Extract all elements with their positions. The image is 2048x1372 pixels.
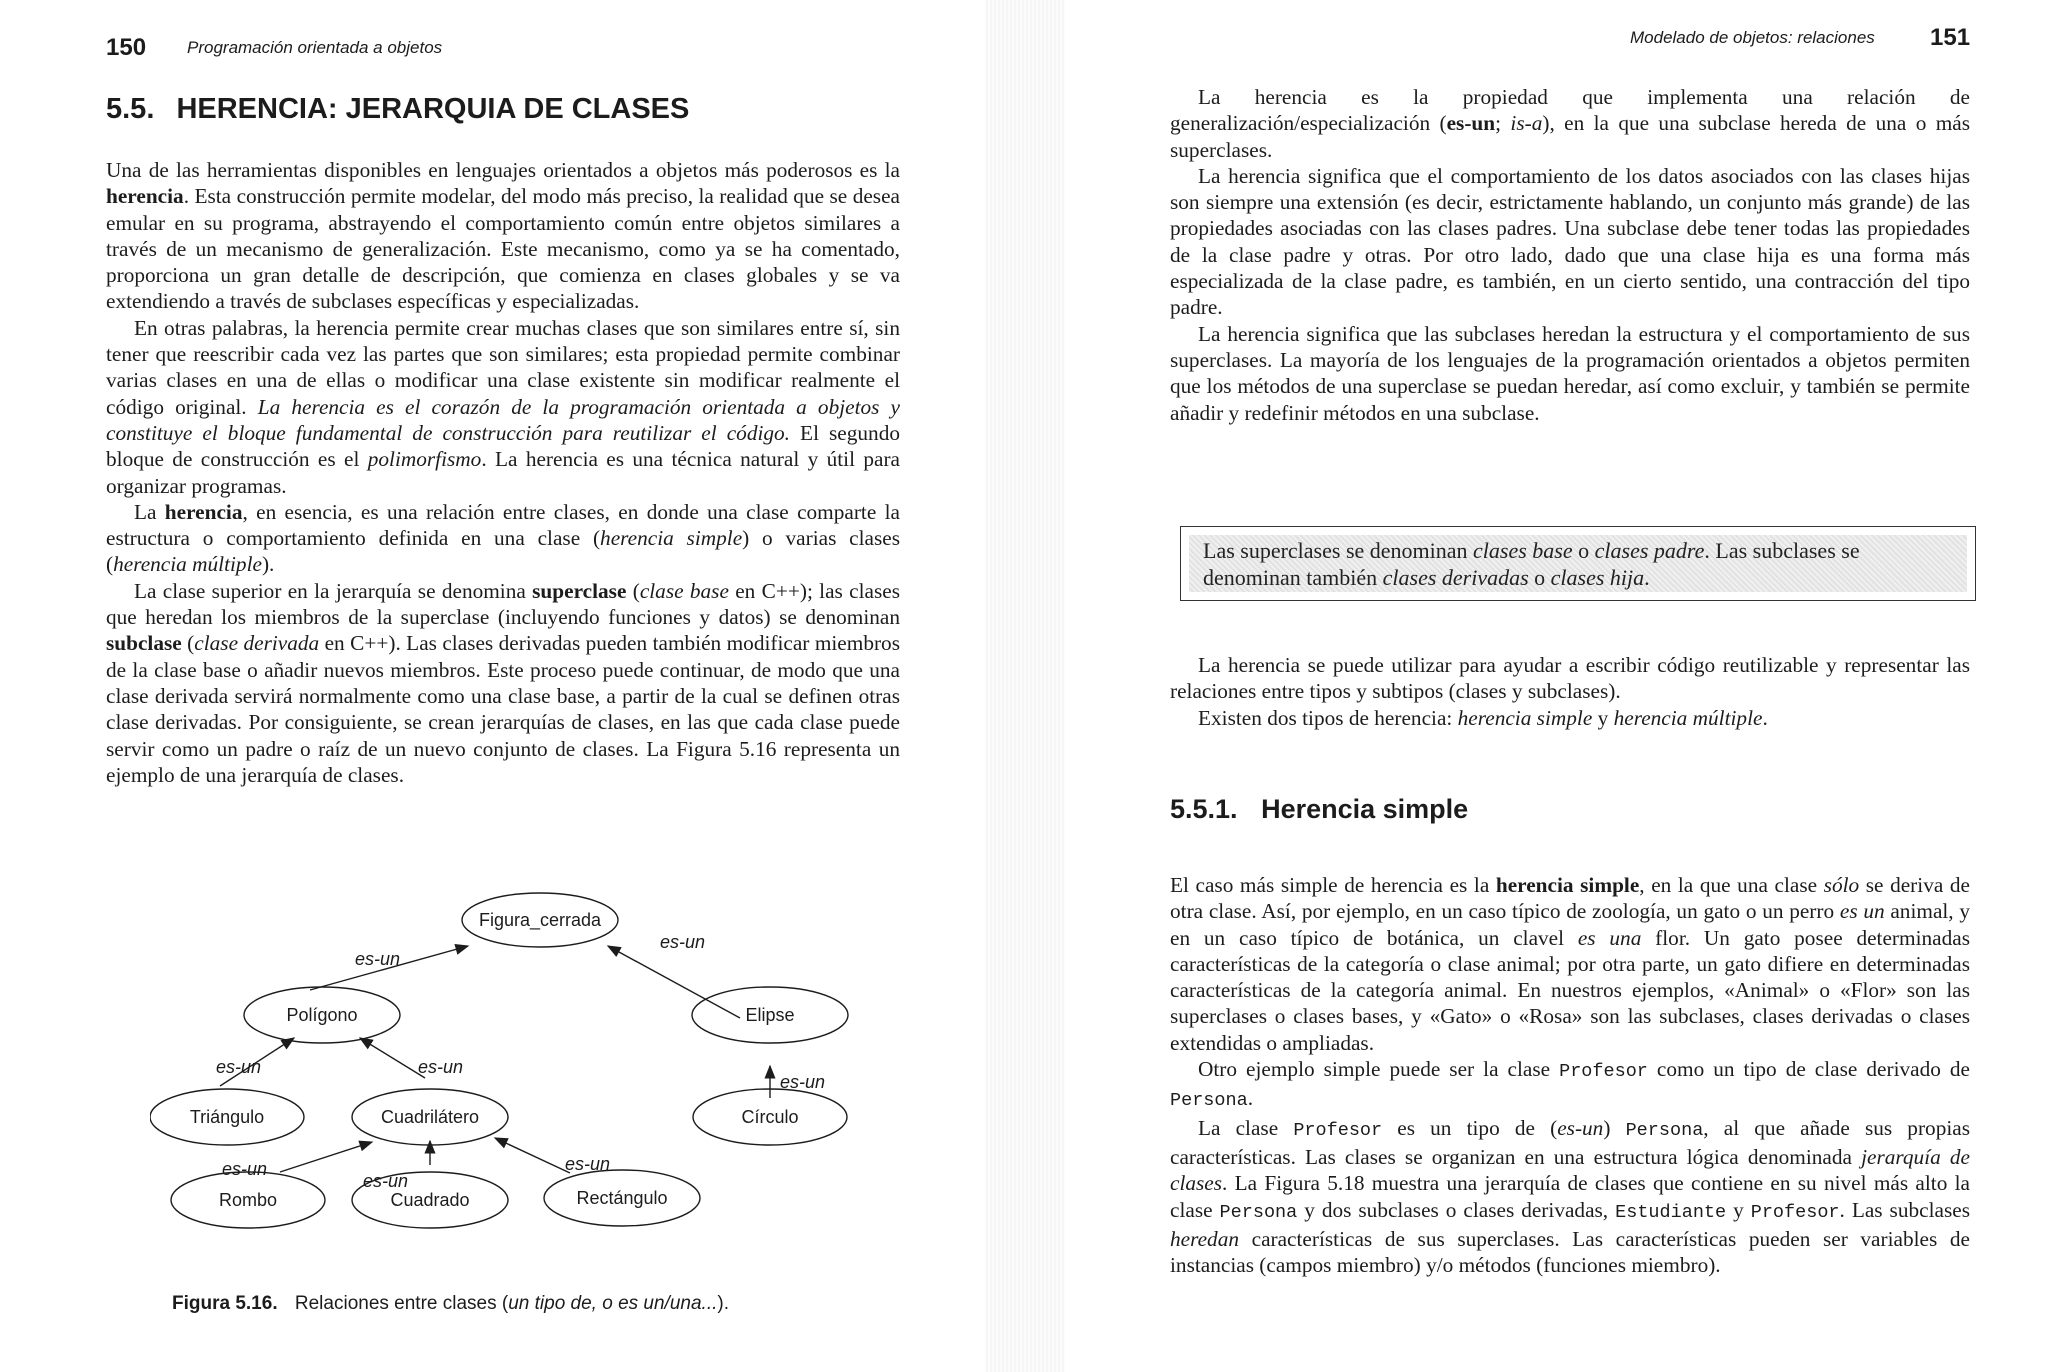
- section-number: 5.5.: [106, 93, 155, 125]
- page-number: 151: [1930, 24, 1971, 51]
- page-number: 150: [106, 34, 147, 61]
- edge-label: es-un: [355, 949, 401, 969]
- node-label: Polígono: [286, 1005, 358, 1025]
- edge-label: es-un: [780, 1072, 826, 1092]
- right-body-top: [1170, 84, 1970, 426]
- running-head: Modelado de objetos: relaciones: [1630, 28, 1875, 47]
- running-head: Programación orientada a objetos: [187, 38, 443, 57]
- edge-cuadrilatero-poligono: [360, 1038, 425, 1078]
- paragraph: La herencia se puede utilizar para ayudar a escribir código reutilizable y representar las relaciones entre tipos y subtipos (clases y subclases).: [1170, 653, 1970, 704]
- paragraph: Otro ejemplo simple puede ser la clase Profesor como un tipo de clase derivado de Persona.: [1170, 1057, 1970, 1112]
- edge-elipse-figura: [608, 946, 740, 1018]
- edge-label: es-un: [565, 1154, 611, 1174]
- callout-box: [1180, 526, 1976, 601]
- subsection-title: Herencia simple: [1261, 794, 1469, 824]
- paragraph: La herencia significa que el comportamiento de los datos asociados con las clases hijas son siempre una extensión (es decir, estrictamente hablando, un conjunto más grande) de las propiedades asociadas con las clases padres. Una subclase debe tener todas las propiedades de la clase padre y otras. Por otro lado, dado que una clase hija es una forma más especializada de la clase padre, es también, en un cierto sentido, una contracción del tipo padre.: [1170, 163, 1970, 320]
- paragraph: La herencia significa que las subclases heredan la estructura y el comportamiento de sus superclases. La mayoría de los lenguajes de la programación orientados a objetos permiten que los métodos de una superclase se puedan heredar, así como excluir, y también se permite añadir y redefinir métodos en una subclase.: [1170, 321, 1970, 425]
- left-body: [106, 157, 900, 788]
- node-label: Círculo: [741, 1107, 799, 1127]
- callout-text: Las superclases se denominan clases base o clases padre. Las subclases se denominan también clases derivadas o clases hija.: [1189, 535, 1967, 592]
- class-hierarchy-diagram: [150, 880, 870, 1280]
- edge-rectangulo-cuadrilatero: [495, 1138, 570, 1173]
- edge-label: es-un: [363, 1171, 409, 1191]
- node-label: Elipse: [745, 1005, 795, 1025]
- edge-label: es-un: [216, 1057, 262, 1077]
- left-page: [0, 0, 1000, 1372]
- edge-rombo-cuadrilatero: [280, 1142, 372, 1172]
- node-label: Figura_cerrada: [478, 910, 602, 930]
- subsection-number: 5.5.1.: [1170, 794, 1238, 824]
- paragraph: La herencia, en esencia, es una relación entre clases, en donde una clase comparte la estructura o comportamiento definida en una clase (herencia simple) o varias clases (herencia múltiple).: [106, 499, 901, 577]
- paragraph: La herencia es la propiedad que implementa una relación de generalización/especialización (es-un; is-a), en la que una subclase hereda de una o más superclases.: [1170, 85, 1970, 162]
- edge-label: es-un: [660, 932, 706, 952]
- section-heading: [106, 93, 689, 126]
- edge-label: es-un: [222, 1159, 268, 1179]
- paragraph: La clase superior en la jerarquía se denomina superclase (clase base en C++); las clases que heredan los miembros de la superclase (incluyendo funciones y datos) se denominan subclase (clase derivada en C++). Las clases derivadas pueden también modificar miembros de la clase base o añadir nuevos miembros. Este proceso puede continuar, de modo que una clase derivada servirá normalmente como una clase base, a partir de la cual se definen otras clase derivadas. Por consiguiente, se crean jerarquías de clases, en las que cada clase puede servir como un padre o raíz de un nuevo conjunto de clases. La Figura 5.16 representa un ejemplo de una jerarquía de clases.: [106, 578, 900, 787]
- subsection-heading: [1170, 794, 1468, 825]
- figure-caption: Figura 5.16. Relaciones entre clases (un tipo de, o es un/una...).: [172, 1293, 729, 1314]
- node-label: Rombo: [218, 1190, 278, 1210]
- right-body-bottom: [1170, 872, 1970, 1278]
- paragraph: Existen dos tipos de herencia: herencia simple y herencia múltiple.: [1198, 705, 1768, 730]
- node-label: Rectángulo: [576, 1188, 668, 1208]
- paragraph: El caso más simple de herencia es la herencia simple, en la que una clase sólo se deriva de otra clase. Así, por ejemplo, en un caso típico de zoología, un gato o un perro es un animal, y en un caso típico de botánica, un clavel es una flor. Un gato posee determinadas características de la categoría o clase animal; por otra parte, un gato difiere en determinadas características de la categoría animal. En nuestros ejemplos, «Animal» o «Flor» son las superclases o clases bases, y «Gato» o «Rosa» son las subclases, clases derivadas o clases extendidas o ampliadas.: [1170, 873, 1971, 1055]
- section-title: HERENCIA: JERARQUIA DE CLASES: [176, 93, 690, 125]
- figure-label: Figura 5.16.: [172, 1293, 278, 1314]
- paragraph: En otras palabras, la herencia permite crear muchas clases que son similares entre sí, sin tener que reescribir cada vez las partes que son similares; esta propiedad permite combinar varias clases en una de ellas o modificar una clase existente sin modificar realmente el código original. La herencia es el corazón de la programación orientada a objetos y constituye el bloque fundamental de construcción para reutilizar el código. El segundo bloque de construcción es el polimorfismo. La herencia es una técnica natural y útil para organizar programas.: [106, 315, 901, 498]
- right-body-middle: [1170, 652, 1970, 731]
- right-page: [1010, 0, 2048, 1372]
- node-label: Cuadrilátero: [380, 1107, 480, 1127]
- node-label: Triángulo: [189, 1107, 265, 1127]
- paragraph: La clase Profesor es un tipo de (es-un) Persona, al que añade sus propias características. Las clases se organizan en una estructura lógica denominada jerarquía de clases. La Figura 5.18 muestra una jerarquía de clases que contiene en su nivel más alto la clase Persona y dos subclases o clases derivadas, Estudiante y Profesor. Las subclases heredan características de sus superclases. Las características pueden ser variables de instancias (campos miembro) y/o métodos (funciones miembro).: [1170, 1115, 1971, 1278]
- node-label: Cuadrado: [390, 1190, 470, 1210]
- paragraph: Una de las herramientas disponibles en lenguajes orientados a objetos más poderosos es la herencia. Esta construcción permite modelar, del modo más preciso, la realidad que se desea emular en su programa, abstrayendo el comportamiento común entre objetos similares a través de un mecanismo de generalización. Este mecanismo, como ya se ha comentado, proporciona un gran detalle de descripción, que comienza en clases globales y se va extendiendo a través de subclases específicas y especializadas.: [106, 158, 900, 314]
- edge-label: es-un: [418, 1057, 464, 1077]
